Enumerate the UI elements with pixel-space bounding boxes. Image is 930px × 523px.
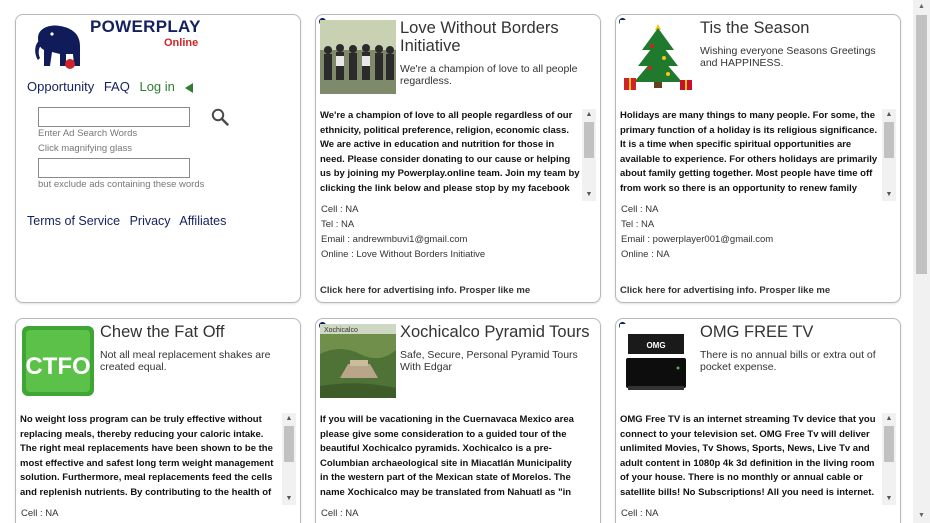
ad-email: Email : andrewmbuvi1@gmail.com: [321, 234, 468, 245]
christmas-tree-image[interactable]: [620, 20, 696, 94]
brand-name: POWERPLAY: [90, 17, 201, 36]
ad-title[interactable]: Tis the Season: [700, 19, 810, 37]
ad-description: [620, 109, 896, 201]
magnifying-glass-icon[interactable]: [211, 108, 229, 126]
advertising-info-link[interactable]: Click here for advertising info. Prosper like me: [320, 285, 531, 296]
login-link[interactable]: Log in: [139, 79, 175, 94]
main-nav: [27, 79, 199, 94]
ad-card-tis-the-season: [615, 14, 901, 303]
ad-contact: [21, 506, 58, 521]
ad-contact: [621, 202, 773, 262]
scroll-up-icon[interactable]: ▲: [885, 111, 893, 118]
arrow-left-icon: [185, 83, 193, 93]
search-hint-2: Click magnifying glass: [38, 143, 132, 154]
ad-description: [620, 413, 896, 505]
exclude-input[interactable]: [38, 158, 190, 178]
faq-link[interactable]: FAQ: [103, 79, 130, 94]
ad-subtitle: Safe, Secure, Personal Pyramid Tours With Edgar: [400, 349, 578, 373]
ad-contact: [321, 506, 358, 521]
ad-card-chew-the-fat-off: [15, 318, 301, 523]
footer-links: [27, 214, 232, 228]
scroll-down-icon[interactable]: ▼: [585, 191, 593, 198]
ad-description: [20, 413, 296, 505]
device-label: OMG: [646, 341, 666, 350]
scroll-thumb[interactable]: [884, 426, 894, 462]
elephant-logo-icon[interactable]: [30, 20, 84, 74]
brand-subtitle: Online: [164, 37, 199, 49]
search-hint-1: Enter Ad Search Words: [38, 128, 138, 139]
ad-online: Online : Love Without Borders Initiative: [321, 249, 486, 260]
ad-cell: Cell : NA: [321, 204, 359, 215]
ad-online: Online : NA: [621, 249, 670, 260]
xochicalco-caption: Xochicalco: [324, 327, 358, 334]
ad-cell: Cell : NA: [621, 508, 659, 519]
ad-description-text: No weight loss program can be truly effective without replacing meals, thereby reducing your caloric intake. The right meal replacements have been shown to be the most effective and safest long term weight management solution. Furthermore, meal replacements feed the cells and replenish nutrients. By contributing to the health of: [20, 414, 274, 498]
scroll-thumb[interactable]: [584, 122, 594, 158]
group-photo[interactable]: [320, 20, 396, 94]
ad-title[interactable]: OMG FREE TV: [700, 323, 814, 341]
ad-description: [320, 109, 596, 201]
ad-title[interactable]: Love Without Borders Initiative: [400, 19, 559, 55]
description-scrollbar[interactable]: [582, 109, 596, 201]
page-scroll-up-icon[interactable]: ▲: [918, 3, 925, 10]
description-scrollbar[interactable]: [282, 413, 296, 505]
search-input[interactable]: [38, 107, 190, 127]
ad-subtitle: We're a champion of love to all people regardless.: [400, 63, 578, 87]
ad-card-love-without-borders: [315, 14, 601, 303]
scroll-thumb[interactable]: [884, 122, 894, 158]
ad-subtitle: Not all meal replacement shakes are created equal.: [100, 349, 271, 373]
ctfo-logo[interactable]: [20, 324, 96, 398]
scroll-up-icon[interactable]: ▲: [885, 415, 893, 422]
sidebar-card: [15, 14, 301, 303]
ad-description-text: If you will be vacationing in the Cuernavaca Mexico area please give some consideration to a guided tour of the beautiful Xochicalco pyramids. Xochicalco is a pre-Columbian archaeological site in Miacatlán Municipality in the western part of the Mexican state of Morelos. The name Xochicalco may be translated from Nahuatl as "in: [320, 414, 574, 498]
exclude-hint: but exclude ads containing these words: [38, 179, 205, 190]
ctfo-logo-text: CTFO: [25, 353, 91, 380]
ad-email: Email : powerplayer001@gmail.com: [621, 234, 774, 245]
ad-subtitle: There is no annual bills or extra out of pocket expense.: [700, 349, 876, 373]
pyramid-photo[interactable]: [320, 324, 396, 398]
ad-description-text: We're a champion of love to all people regardless of our ethnicity, political preference, religion, economic class. We are active in education and nutrition for those in need. Please consider donating to our cause or helping us by joining my Powerplay.online team. Join my team by clicking the link below and please stop by my facebook: [320, 110, 580, 194]
ad-description: [320, 413, 596, 505]
affiliates-link[interactable]: Affiliates: [179, 214, 227, 228]
ad-description-text: OMG Free TV is an internet streaming Tv device that you connect to your television set. OMG Free Tv will deliver unlimited Movies, Tv Shows, Sports, News, Live Tv and adult content in 1080p 4k 3d definition in the living room of your house. There is no monthly or annual cable or satellite bills! No Subscriptions! All you need is internet.: [620, 414, 876, 498]
ad-title[interactable]: Chew the Fat Off: [100, 323, 225, 341]
ad-contact: [621, 506, 658, 521]
scroll-thumb[interactable]: [284, 426, 294, 462]
ad-cell: Cell : NA: [621, 204, 659, 215]
scroll-down-icon[interactable]: ▼: [885, 495, 893, 502]
ad-subtitle: Wishing everyone Seasons Greetings and HAPPINESS.: [700, 45, 876, 69]
page-scroll-down-icon[interactable]: ▼: [918, 512, 925, 519]
scroll-up-icon[interactable]: ▲: [285, 415, 293, 422]
ad-cell: Cell : NA: [321, 508, 359, 519]
terms-link[interactable]: Terms of Service: [27, 214, 121, 228]
scroll-up-icon[interactable]: ▲: [585, 111, 593, 118]
page-scrollbar[interactable]: [913, 0, 930, 523]
advertising-info-link[interactable]: Click here for advertising info. Prosper like me: [620, 285, 831, 296]
ad-contact: [321, 202, 485, 262]
page-scroll-thumb[interactable]: [916, 15, 927, 274]
opportunity-link[interactable]: Opportunity: [27, 79, 95, 94]
ad-cell: Cell : NA: [21, 508, 59, 519]
scroll-down-icon[interactable]: ▼: [285, 495, 293, 502]
privacy-link[interactable]: Privacy: [129, 214, 171, 228]
ad-card-xochicalco: [315, 318, 601, 523]
tv-device-image[interactable]: [620, 324, 696, 398]
description-scrollbar[interactable]: [882, 413, 896, 505]
ad-card-omg-free-tv: [615, 318, 901, 523]
ad-tel: Tel : NA: [321, 219, 355, 230]
ad-description-text: Holidays are many things to many people. For some, the primary function of a holiday is its religious significance. It is a time when specific spiritual opportunities are available to experience. For others holidays are primarily about family getting together. Most people have time off from work so there is an opportunity to renew family: [620, 110, 878, 194]
description-scrollbar[interactable]: [882, 109, 896, 201]
scroll-down-icon[interactable]: ▼: [885, 191, 893, 198]
ad-tel: Tel : NA: [621, 219, 655, 230]
ad-title[interactable]: Xochicalco Pyramid Tours: [400, 323, 590, 341]
